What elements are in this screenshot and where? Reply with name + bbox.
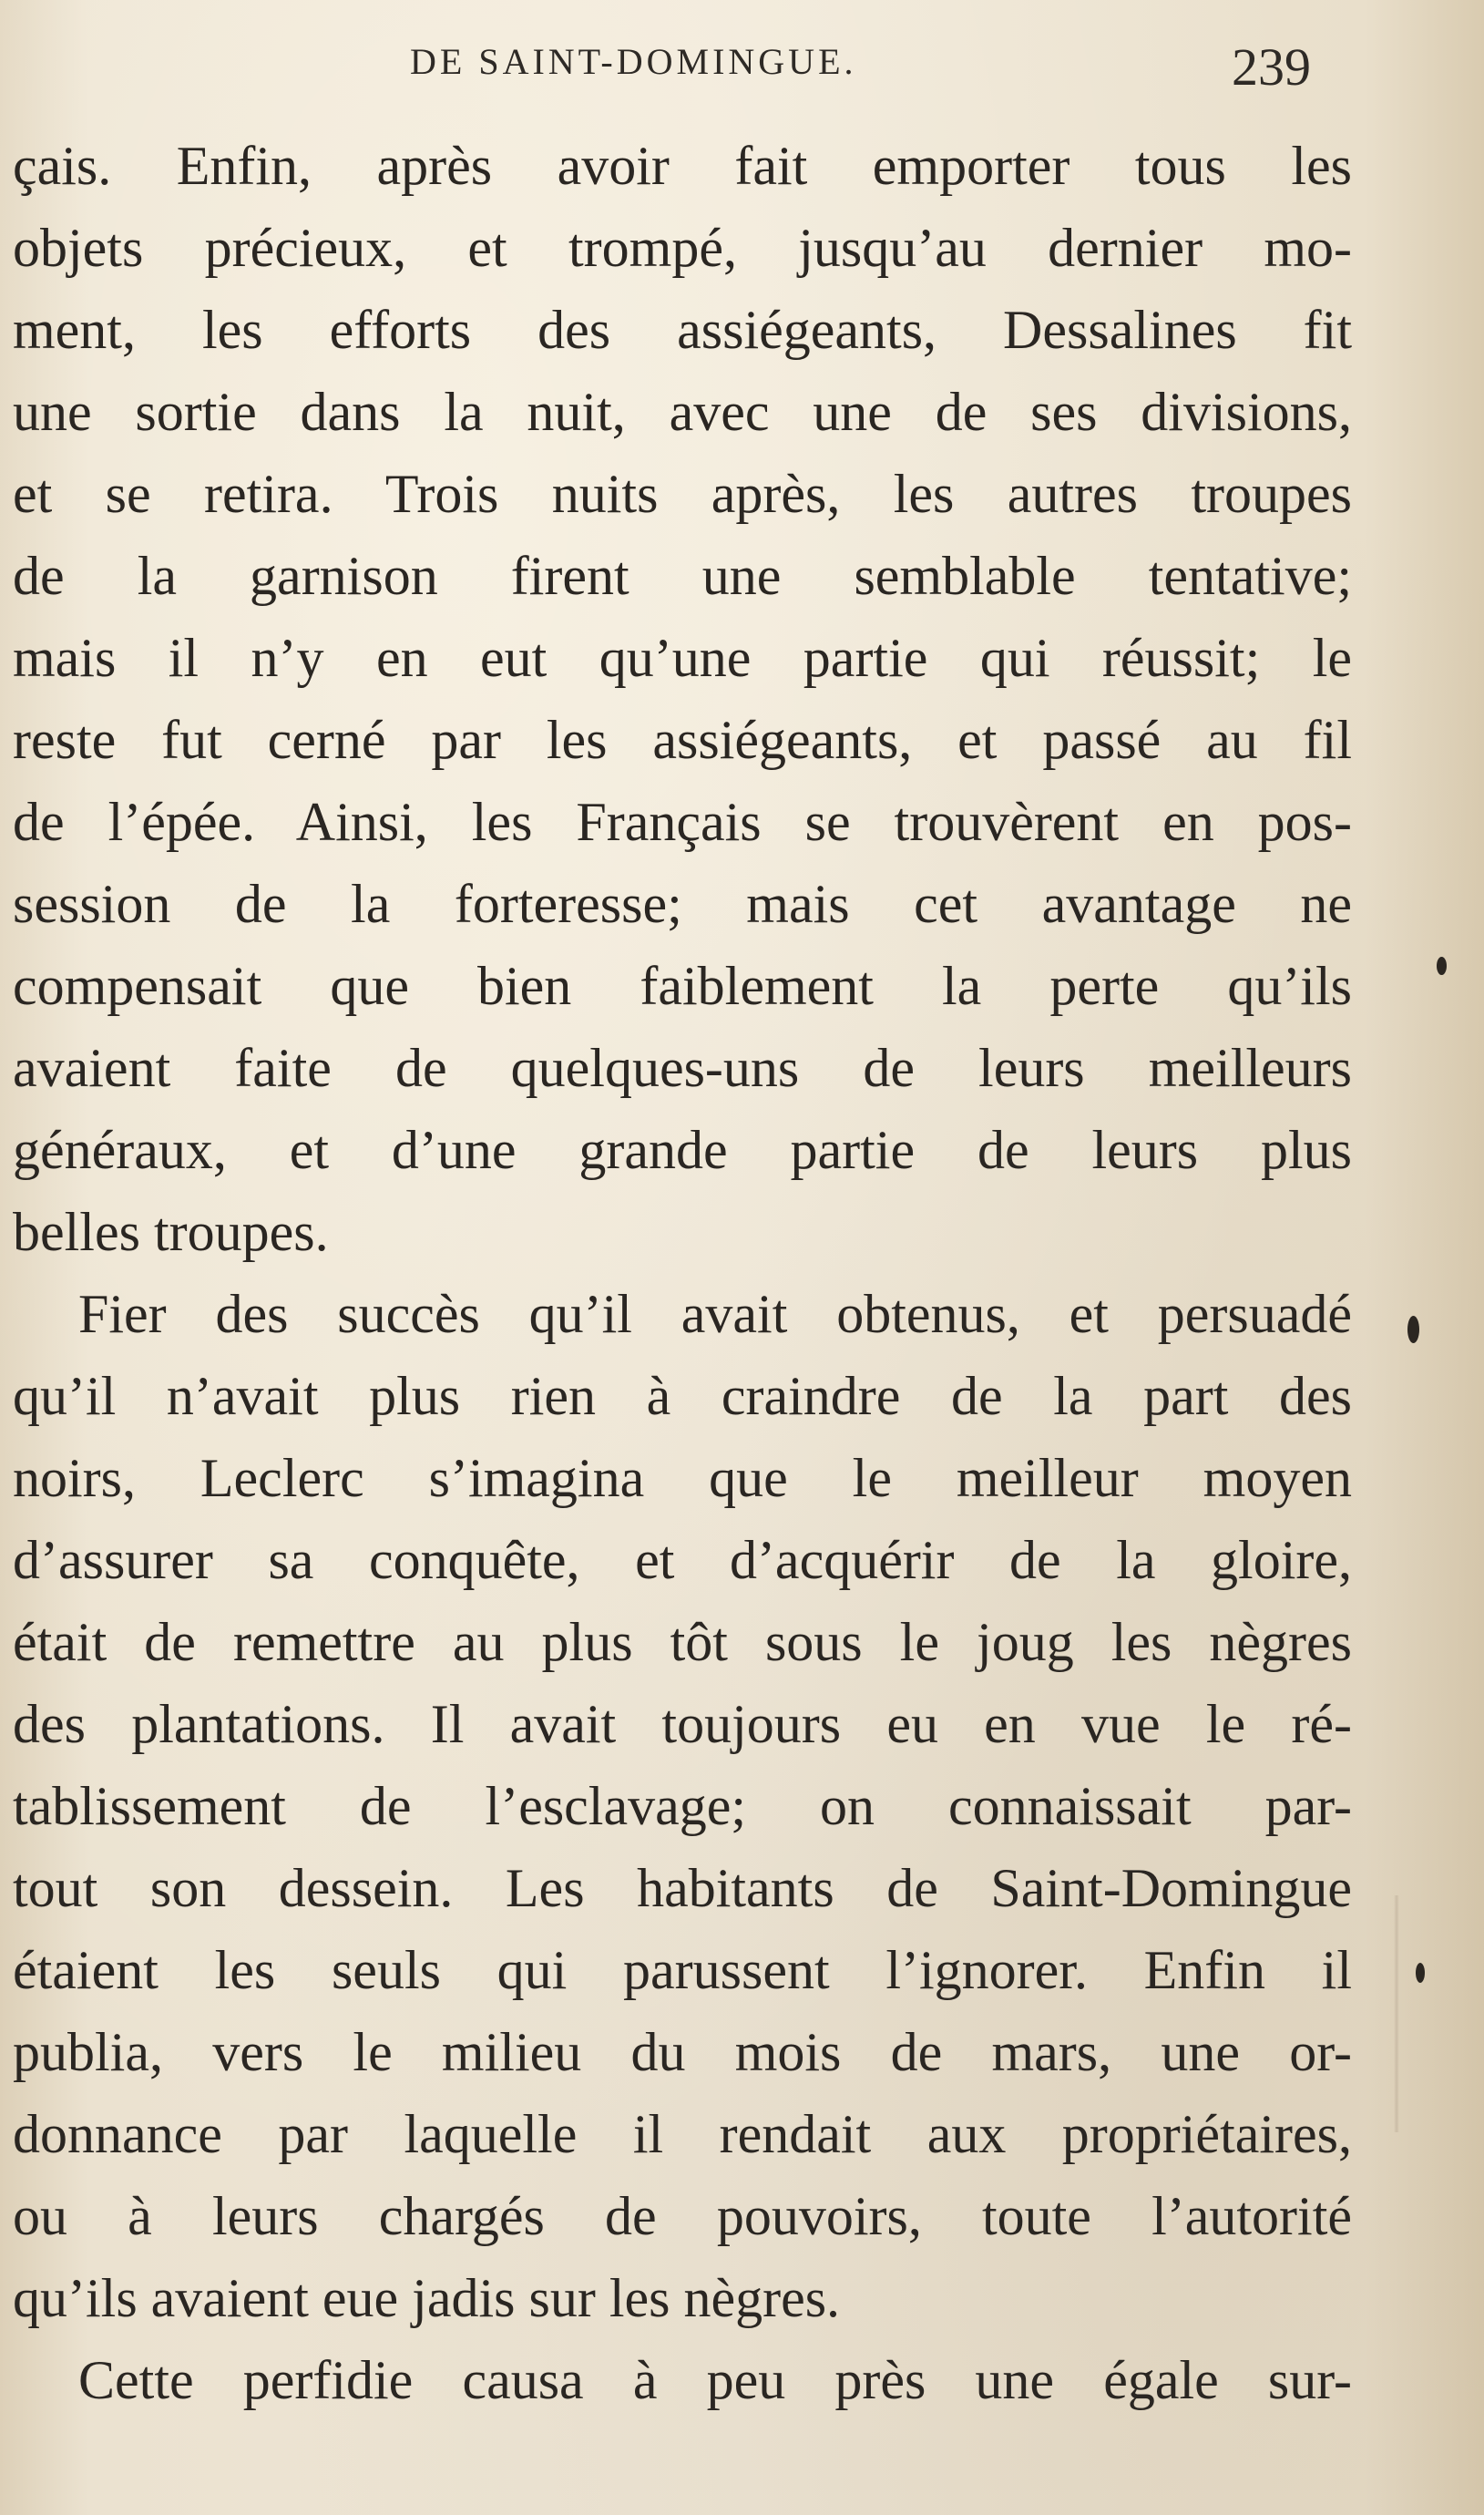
running-head: DE SAINT-DOMINGUE.: [410, 41, 857, 82]
text-line: de la garnison firent une semblable tentative;: [13, 546, 1352, 606]
text-line: çais. Enfin, après avoir fait emporter tous les: [13, 136, 1352, 196]
text-line: avaient faite de quelques-uns de leurs meilleurs: [13, 1038, 1352, 1098]
text-line: belles troupes.: [13, 1202, 329, 1262]
text-line: Fier des succès qu’il avait obtenus, et persuadé: [78, 1284, 1352, 1344]
text-line: de l’épée. Ainsi, les Français se trouvèrent en pos-: [13, 792, 1352, 852]
text-line: qu’il n’avait plus rien à craindre de la part des: [13, 1366, 1352, 1426]
ink-spot: [1416, 1963, 1425, 1983]
text-line: publia, vers le milieu du mois de mars, une or-: [13, 2022, 1352, 2082]
text-line: donnance par laquelle il rendait aux propriétaires,: [13, 2104, 1352, 2164]
text-line: compensait que bien faiblement la perte qu’ils: [13, 956, 1352, 1016]
ink-spot: [1407, 1316, 1419, 1343]
text-line: Cette perfidie causa à peu près une égale sur-: [78, 2350, 1352, 2410]
text-line: tablissement de l’esclavage; on connaissait par-: [13, 1776, 1352, 1836]
text-line: et se retira. Trois nuits après, les autres troupes: [13, 464, 1352, 524]
page-number: 239: [1232, 37, 1311, 97]
text-line: ment, les efforts des assiégeants, Dessalines fit: [13, 300, 1352, 360]
text-line: d’assurer sa conquête, et d’acquérir de la gloire,: [13, 1530, 1352, 1590]
text-line: qu’ils avaient eue jadis sur les nègres.: [13, 2268, 841, 2328]
ink-spot: [1437, 957, 1447, 975]
text-line: objets précieux, et trompé, jusqu’au dernier mo-: [13, 218, 1352, 278]
text-line: tout son dessein. Les habitants de Saint-Domingue: [13, 1858, 1352, 1918]
text-line: ou à leurs chargés de pouvoirs, toute l’autorité: [13, 2186, 1352, 2246]
text-line: étaient les seuls qui parussent l’ignorer. Enfin il: [13, 1940, 1352, 2000]
text-line: mais il n’y en eut qu’une partie qui réussit; le: [13, 628, 1352, 688]
text-line: reste fut cerné par les assiégeants, et passé au fil: [13, 710, 1352, 770]
text-line: généraux, et d’une grande partie de leurs plus: [13, 1120, 1352, 1180]
paper-fold: [1394, 1895, 1399, 2132]
text-line: une sortie dans la nuit, avec une de ses divisions,: [13, 382, 1352, 442]
text-line: session de la forteresse; mais cet avantage ne: [13, 874, 1352, 934]
text-line: des plantations. Il avait toujours eu en vue le ré-: [13, 1694, 1352, 1754]
text-line: noirs, Leclerc s’imagina que le meilleur moyen: [13, 1448, 1352, 1508]
text-line: était de remettre au plus tôt sous le joug les nègres: [13, 1612, 1352, 1672]
body-text: [13, 125, 1352, 2421]
